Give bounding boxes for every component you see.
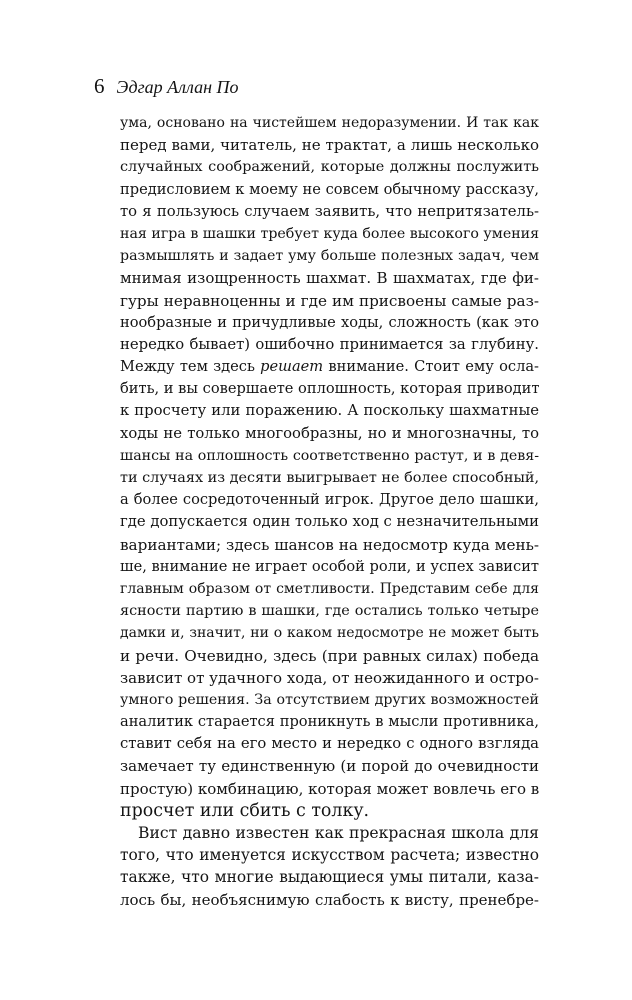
text-line: дамки и, значит, ни о каком недосмотре не может быть xyxy=(120,625,539,642)
page-number: 6 xyxy=(94,74,105,98)
text-line: простую) комбинацию, которая может вовлечь его в xyxy=(120,779,540,798)
running-head xyxy=(94,74,239,98)
text-line: предисловием к моему не совсем обычному рассказу, xyxy=(120,180,539,198)
paragraph-first-line: Вист давно известен как прекрасная школа для xyxy=(138,824,539,842)
text-line: к просчету или поражению. А поскольку шахматные xyxy=(120,402,539,420)
text-line: гуры неравноценны и где им присвоены самые раз- xyxy=(120,291,539,310)
text-line: ходы не только многообразны, но и многозначны, то xyxy=(120,424,539,442)
text-line: ставит себя на его место и нередко с одного взгляда xyxy=(120,735,539,753)
text-line: ше, внимание не играет особой роли, и успех зависит xyxy=(120,557,539,575)
text-line: ная игра в шашки требует куда более высокого умения xyxy=(120,225,540,242)
text-line: аналитик старается проникнуть в мысли противника, xyxy=(120,713,539,731)
text-line: где допускается один только ход с незначительными xyxy=(120,513,539,531)
text-line: ясности партию в шашки, где остались только четыре xyxy=(120,603,539,620)
body-text xyxy=(120,112,539,911)
text-line: умного решения. За отсутствием других возможностей xyxy=(120,691,539,708)
text-fragment: внимание. Стоит ему осла- xyxy=(323,358,539,376)
text-line: а более сосредоточенный игрок. Другое дело шашки, xyxy=(120,491,539,509)
text-line: шансы на оплошность соответственно растут, и в девя- xyxy=(120,447,539,464)
text-line: ти случаях из десяти выигрывает не более способный, xyxy=(120,470,540,486)
text-line: и речи. Очевидно, здесь (при равных силах) победа xyxy=(120,646,539,665)
text-line: зависит от удачного хода, от неожиданного и остро- xyxy=(120,668,539,687)
text-line: нередко бывает) ошибочно принимается за глубину. xyxy=(120,335,539,353)
text-line: лось бы, необъяснимую слабость к висту, пренебре- xyxy=(120,890,539,909)
text-line: того, что именуется искусством расчета; известно xyxy=(120,846,539,865)
text-line-with-emphasis xyxy=(120,356,539,378)
text-line: замечает ту единственную (и порой до очевидности xyxy=(120,757,539,776)
text-line: бить, и вы совершаете оплошность, которая приводит xyxy=(120,380,540,398)
running-title: Эдгар Аллан По xyxy=(116,77,239,97)
text-line: размышлять и задает уму больше полезных задач, чем xyxy=(120,248,539,265)
paragraph-last-line: просчет или сбить с толку. xyxy=(120,800,370,821)
emphasis-word: решает xyxy=(260,358,324,376)
text-line: вариантами; здесь шансов на недосмотр куда мень- xyxy=(120,535,539,554)
text-line: случайных соображений, которые должны послужить xyxy=(120,159,539,176)
text-line: главным образом от сметливости. Представим себе для xyxy=(120,580,539,597)
text-line: мнимая изощренность шахмат. В шахматах, где фи- xyxy=(120,269,539,288)
text-line: ума, основано на чистейшем недоразумении. И так как xyxy=(120,115,539,131)
text-line: перед вами, читатель, не трактат, а лишь несколько xyxy=(120,136,539,155)
text-line: то я пользуюсь случаем заявить, что непритязатель- xyxy=(120,202,539,220)
text-line: также, что многие выдающиеся умы питали, каза- xyxy=(120,868,539,887)
text-line: нообразные и причудливые ходы, сложность (как это xyxy=(120,313,539,331)
text-fragment: Между тем здесь xyxy=(120,358,261,376)
